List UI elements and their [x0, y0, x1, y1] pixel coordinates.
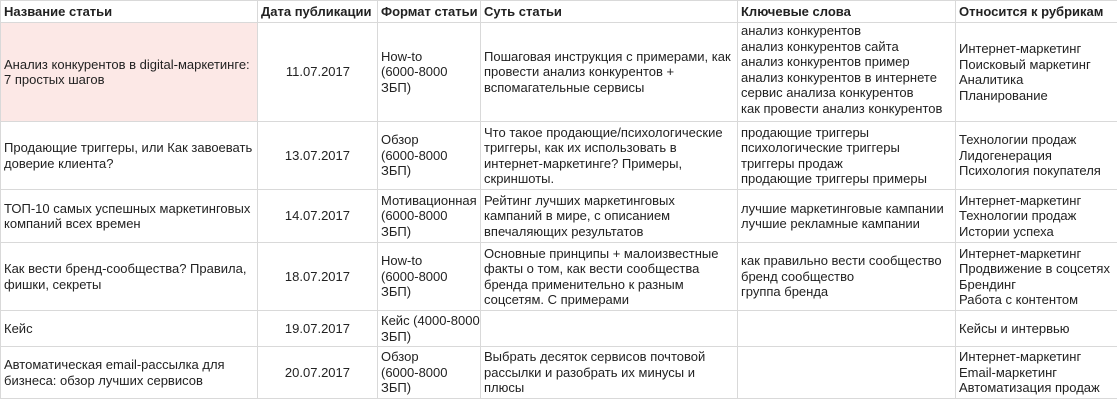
rubric-line: Интернет-маркетинг: [959, 41, 1082, 56]
rubric-line: Работа с контентом: [959, 292, 1079, 307]
cell-keywords[interactable]: [738, 243, 956, 311]
summary-line: Пошаговая инструкция с примерами, как: [484, 48, 731, 64]
table-row: [1, 190, 1117, 243]
summary-line: скриншоты.: [484, 171, 555, 186]
header-format[interactable]: Формат статьи: [378, 1, 481, 23]
keyword-line: бренд сообщество: [741, 268, 855, 284]
keyword-line: группа бренда: [741, 284, 829, 300]
cell-summary[interactable]: [481, 190, 738, 243]
rubric-line: Автоматизация продаж: [959, 380, 1100, 396]
table-row: [1, 122, 1117, 190]
format-line: (6000-8000: [381, 208, 448, 224]
cell-date[interactable]: 13.07.2017: [258, 122, 378, 190]
cell-title[interactable]: Анализ конкурентов в digital-маркетинге: 7 простых шагов: [1, 23, 258, 122]
table-row: [1, 243, 1117, 311]
keyword-line: продающие триггеры примеры: [741, 171, 927, 186]
summary-line: Рейтинг лучших маркетинговых: [484, 192, 675, 208]
keyword-line: как правильно вести сообщество: [741, 253, 942, 269]
summary-line: соцсетям. С примерами: [484, 292, 629, 307]
summary-line: провести анализ конкурентов +: [484, 64, 675, 80]
header-date[interactable]: Дата публикации: [258, 1, 378, 23]
rubric-line: Поисковый маркетинг: [959, 56, 1091, 72]
format-line: ЗБП): [381, 223, 412, 239]
summary-line: плюсы: [484, 380, 525, 396]
rubric-line: Технологии продаж: [959, 132, 1077, 148]
cell-format[interactable]: [378, 311, 481, 347]
cell-rubrics[interactable]: [956, 23, 1117, 122]
cell-format[interactable]: [378, 23, 481, 122]
keyword-line: анализ конкурентов: [741, 23, 862, 38]
cell-format[interactable]: [378, 347, 481, 399]
summary-line: триггеры, как их использовать в: [484, 140, 677, 155]
format-line: ЗБП): [381, 328, 412, 344]
format-line: Кейс (4000-8000: [381, 313, 480, 328]
cell-rubrics[interactable]: [956, 311, 1117, 347]
header-rubrics[interactable]: Относится к рубрикам: [956, 1, 1117, 23]
keyword-line: психологические триггеры: [741, 140, 900, 155]
cell-title[interactable]: Кейс: [1, 311, 258, 347]
format-line: (6000-8000: [381, 364, 448, 380]
header-keywords[interactable]: Ключевые слова: [738, 1, 956, 23]
format-line: (6000-8000: [381, 147, 448, 163]
header-row: [1, 1, 1117, 23]
cell-rubrics[interactable]: [956, 190, 1117, 243]
summary-line: интернет-маркетинге? Примеры,: [484, 155, 683, 171]
cell-date[interactable]: 19.07.2017: [258, 311, 378, 347]
format-line: Обзор: [381, 132, 419, 148]
format-line: ЗБП): [381, 163, 412, 179]
summary-line: Выбрать десяток сервисов почтовой: [484, 349, 706, 365]
rubric-line: Email-маркетинг: [959, 364, 1058, 380]
cell-rubrics[interactable]: [956, 347, 1117, 399]
cell-date[interactable]: 18.07.2017: [258, 243, 378, 311]
format-line: ЗБП): [381, 284, 412, 300]
keyword-line: сервис анализа конкурентов: [741, 85, 914, 100]
format-line: How-to: [381, 48, 423, 64]
keyword-line: анализ конкурентов пример: [741, 54, 910, 69]
rubric-line: Интернет-маркетинг: [959, 192, 1082, 208]
cell-summary[interactable]: [481, 347, 738, 399]
cell-rubrics[interactable]: [956, 243, 1117, 311]
rubric-line: Интернет-маркетинг: [959, 349, 1082, 365]
cell-summary[interactable]: [481, 243, 738, 311]
cell-summary[interactable]: [481, 122, 738, 190]
cell-title[interactable]: Продающие триггеры, или Как завоевать доверие клиента?: [1, 122, 258, 190]
rubric-line: Интернет-маркетинг: [959, 245, 1082, 261]
cell-date[interactable]: 11.07.2017: [258, 23, 378, 122]
cell-summary[interactable]: [481, 23, 738, 122]
cell-rubrics[interactable]: [956, 122, 1117, 190]
keyword-line: лучшие рекламные кампании: [741, 216, 920, 231]
rubric-line: Аналитика: [959, 72, 1024, 87]
format-line: How-to: [381, 253, 423, 269]
cell-date[interactable]: 14.07.2017: [258, 190, 378, 243]
header-summary[interactable]: Суть статьи: [481, 1, 738, 23]
format-line: Мотивационная: [381, 192, 477, 208]
rubric-line: Технологии продаж: [959, 208, 1077, 224]
format-line: Обзор: [381, 349, 419, 365]
header-title[interactable]: Название статьи: [1, 1, 258, 23]
rubric-line: Планирование: [959, 87, 1048, 103]
cell-format[interactable]: [378, 190, 481, 243]
table-row: [1, 347, 1117, 399]
rubric-line: Истории успеха: [959, 223, 1054, 239]
summary-line: Основные принципы + малоизвестные: [484, 245, 719, 261]
rubric-line: Кейсы и интервью: [959, 320, 1070, 336]
keyword-line: продающие триггеры: [741, 124, 870, 140]
cell-title[interactable]: ТОП-10 самых успешных маркетинговых компаний всех времен: [1, 190, 258, 243]
keyword-line: анализ конкурентов в интернете: [741, 69, 937, 85]
cell-keywords[interactable]: [738, 190, 956, 243]
rubric-line: Продвижение в соцсетях: [959, 261, 1110, 276]
summary-line: факты о том, как вести сообщества: [484, 261, 700, 276]
summary-line: рассылки и разобрать их минусы и: [484, 364, 695, 380]
table-row: [1, 311, 1117, 347]
cell-keywords[interactable]: [738, 122, 956, 190]
format-line: ЗБП): [381, 380, 412, 396]
rubric-line: Брендинг: [959, 276, 1016, 292]
format-line: (6000-8000: [381, 64, 448, 80]
summary-line: вспомагательные сервисы: [484, 79, 645, 95]
format-line: ЗБП): [381, 79, 412, 95]
summary-line: кампаний в мире, с описанием: [484, 208, 671, 224]
cell-keywords[interactable]: [738, 311, 956, 347]
cell-keywords[interactable]: [738, 347, 956, 399]
format-line: (6000-8000: [381, 268, 448, 284]
cell-format[interactable]: [378, 122, 481, 190]
summary-line: впечаляющих результатов: [484, 223, 644, 239]
keyword-line: лучшие маркетинговые кампании: [741, 200, 944, 216]
rubric-line: Психология покупателя: [959, 163, 1101, 179]
keyword-line: как провести анализ конкурентов: [741, 100, 943, 116]
cell-date[interactable]: 20.07.2017: [258, 347, 378, 399]
cell-title[interactable]: Как вести бренд-сообщества? Правила, фишки, секреты: [1, 243, 258, 311]
rubric-line: Лидогенерация: [959, 147, 1052, 163]
cell-format[interactable]: [378, 243, 481, 311]
keyword-line: триггеры продаж: [741, 155, 843, 171]
cell-summary[interactable]: [481, 311, 738, 347]
summary-line: Что такое продающие/психологические: [484, 124, 723, 140]
cell-title[interactable]: Автоматическая email-рассылка для бизнеса: обзор лучших сервисов: [1, 347, 258, 399]
table-row: [1, 23, 1117, 122]
cell-keywords[interactable]: [738, 23, 956, 122]
summary-line: бренда применительно к разным: [484, 276, 684, 292]
keyword-line: анализ конкурентов сайта: [741, 38, 899, 54]
